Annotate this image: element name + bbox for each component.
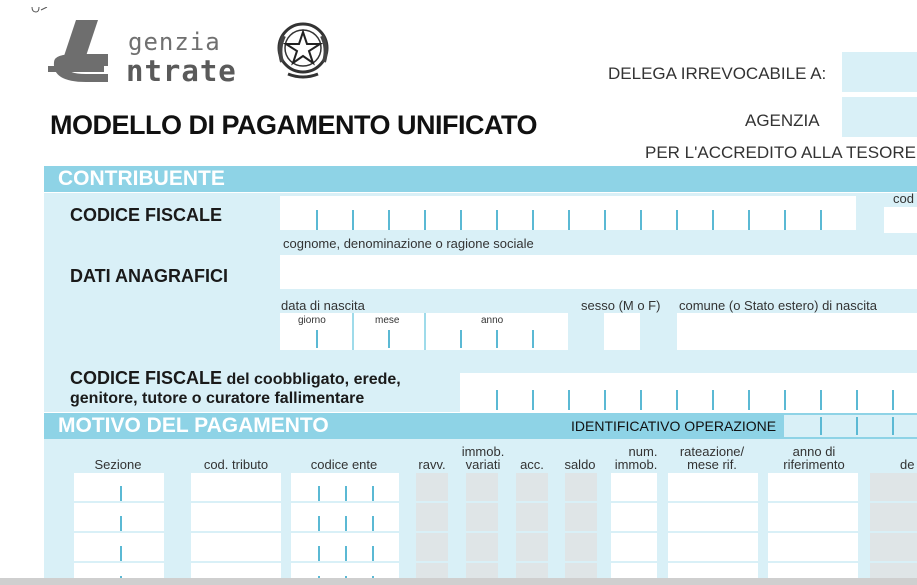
coobbligato-separator xyxy=(604,390,606,410)
col-num-immob-1: num. xyxy=(628,444,658,459)
identificativo-separator xyxy=(892,417,894,435)
sezione-cell[interactable] xyxy=(74,503,164,531)
anno-label: anno xyxy=(481,315,504,326)
col-codice-ente: codice ente xyxy=(310,457,378,472)
identificativo-separator xyxy=(820,417,822,435)
col-anno-2: riferimento xyxy=(783,457,845,472)
delega-input[interactable] xyxy=(842,52,917,92)
rateazione-cell[interactable] xyxy=(668,563,758,578)
acc-cell[interactable] xyxy=(516,503,548,531)
col-anno-riferimento xyxy=(770,445,858,471)
codice-fiscale-label: CODICE FISCALE xyxy=(70,205,223,225)
agenzia-entrate-logo xyxy=(46,16,276,86)
cod-tributo-cell[interactable] xyxy=(191,473,281,501)
grid-separator xyxy=(120,516,122,531)
immob-variati-cell[interactable] xyxy=(466,503,498,531)
immob-variati-cell[interactable] xyxy=(466,473,498,501)
col-immob-variati xyxy=(458,445,508,471)
coobbligato-codice-fiscale-input[interactable] xyxy=(460,373,917,412)
codice-fiscale-separator xyxy=(460,210,462,230)
mese-label: mese xyxy=(375,315,400,326)
coobbligato-separator xyxy=(568,390,570,410)
codice-fiscale-separator xyxy=(748,210,750,230)
col-saldo: saldo xyxy=(564,457,596,472)
codice-fiscale-separator xyxy=(568,210,570,230)
agenzia-label: AGENZIA xyxy=(745,111,820,130)
identificativo-label: IDENTIFICATIVO OPERAZIONE xyxy=(571,418,777,434)
cod-tributo-cell[interactable] xyxy=(191,563,281,578)
ravv-cell[interactable] xyxy=(416,503,448,531)
coobbligato-separator xyxy=(676,390,678,410)
delega-label: DELEGA IRREVOCABILE A: xyxy=(608,64,827,83)
coobbligato-separator xyxy=(784,390,786,410)
saldo-cell[interactable] xyxy=(565,503,597,531)
codice-fiscale-separator xyxy=(496,210,498,230)
cut-cell[interactable] xyxy=(870,473,917,501)
codice-fiscale-separator xyxy=(388,210,390,230)
immob-variati-cell[interactable] xyxy=(466,533,498,561)
saldo-cell[interactable] xyxy=(565,533,597,561)
num-immob-cell[interactable] xyxy=(611,533,657,561)
grid-separator xyxy=(318,516,320,531)
motivo-header: MOTIVO DEL PAGAMENTO xyxy=(44,413,917,439)
agenzia-input[interactable] xyxy=(842,97,917,137)
codice-fiscale-separator xyxy=(532,210,534,230)
coobbligato-line2: genitore, tutore o curatore fallimentare xyxy=(70,390,365,407)
col-immob-variati-2: variati xyxy=(465,457,501,472)
col-num-immob xyxy=(608,445,664,471)
rateazione-cell[interactable] xyxy=(668,533,758,561)
saldo-cell[interactable] xyxy=(565,473,597,501)
anno-riferimento-cell[interactable] xyxy=(768,533,858,561)
cut-cell[interactable] xyxy=(870,533,917,561)
grid-separator xyxy=(345,486,347,501)
ravv-cell[interactable] xyxy=(416,563,448,578)
sezione-cell[interactable] xyxy=(74,533,164,561)
coobbligato-separator xyxy=(640,390,642,410)
coobbligato-separator xyxy=(532,390,534,410)
col-rateazione-2: mese rif. xyxy=(687,457,737,472)
num-immob-cell[interactable] xyxy=(611,503,657,531)
data-nascita-label: data di nascita xyxy=(281,298,365,313)
data-nascita-separator xyxy=(532,330,534,348)
anno-riferimento-cell[interactable] xyxy=(768,503,858,531)
bottom-scroll-band[interactable] xyxy=(0,578,917,585)
col-sezione: Sezione xyxy=(94,457,142,472)
ravv-cell[interactable] xyxy=(416,533,448,561)
coobbligato-label xyxy=(70,369,401,408)
col-ravv: ravv. xyxy=(418,457,446,472)
cut-cell[interactable] xyxy=(870,563,917,578)
identificativo-separator xyxy=(856,417,858,435)
comune-label: comune (o Stato estero) di nascita xyxy=(679,298,877,313)
sesso-label: sesso (M o F) xyxy=(581,298,661,313)
grid-separator xyxy=(318,546,320,561)
ravv-cell[interactable] xyxy=(416,473,448,501)
sezione-cell[interactable] xyxy=(74,563,164,578)
codice-fiscale-separator xyxy=(784,210,786,230)
acc-cell[interactable] xyxy=(516,473,548,501)
codice-fiscale-separator xyxy=(316,210,318,230)
sezione-cell[interactable] xyxy=(74,473,164,501)
acc-cell[interactable] xyxy=(516,563,548,578)
coobbligato-separator xyxy=(496,390,498,410)
cod-tributo-cell[interactable] xyxy=(191,533,281,561)
codice-fiscale-separator xyxy=(424,210,426,230)
immob-variati-cell[interactable] xyxy=(466,563,498,578)
sesso-input[interactable] xyxy=(604,313,640,350)
cognome-input[interactable] xyxy=(280,255,917,289)
num-immob-cell[interactable] xyxy=(611,563,657,578)
codice-fiscale-separator xyxy=(640,210,642,230)
comune-input[interactable] xyxy=(677,313,917,350)
cognome-label: cognome, denominazione o ragione sociale xyxy=(283,236,534,251)
grid-separator xyxy=(372,486,374,501)
col-acc: acc. xyxy=(520,457,544,472)
data-nascita-separator xyxy=(316,330,318,348)
grid-separator xyxy=(345,516,347,531)
data-nascita-separator xyxy=(388,330,390,348)
coobbligato-rest: del coobbligato, erede, xyxy=(222,371,401,388)
col-rateazione-1: rateazione/ xyxy=(679,444,745,459)
data-nascita-separator xyxy=(496,330,498,348)
coobbligato-separator xyxy=(712,390,714,410)
codice-fiscale-separator xyxy=(712,210,714,230)
logo-mark-icon xyxy=(46,16,136,86)
grid-separator xyxy=(120,546,122,561)
data-nascita-separator xyxy=(460,330,462,348)
giorno-label: giorno xyxy=(298,315,326,326)
grid-separator xyxy=(345,546,347,561)
col-num-immob-2: immob. xyxy=(614,457,658,472)
acc-cell[interactable] xyxy=(516,533,548,561)
col-rateazione xyxy=(668,445,756,471)
col-cut: de xyxy=(900,457,915,472)
coobbligato-bold: CODICE FISCALE xyxy=(70,368,223,388)
logo-text-line2: ntrate xyxy=(126,54,237,88)
cod-cut-label: cod xyxy=(893,191,914,206)
accredito-label: PER L'ACCREDITO ALLA TESORE xyxy=(645,143,916,162)
col-cod-tributo: cod. tributo xyxy=(203,457,269,472)
codice-fiscale-separator xyxy=(352,210,354,230)
codice-fiscale-separator xyxy=(676,210,678,230)
codice-fiscale-separator xyxy=(820,210,822,230)
form-title: MODELLO DI PAGAMENTO UNIFICATO xyxy=(50,110,537,140)
grid-separator xyxy=(120,486,122,501)
corner-clip-icon xyxy=(30,0,48,6)
codice-fiscale-separator xyxy=(604,210,606,230)
grid-separator xyxy=(372,546,374,561)
anno-riferimento-cell[interactable] xyxy=(768,473,858,501)
col-anno-1: anno di xyxy=(792,444,836,459)
italian-republic-emblem-icon xyxy=(274,18,332,82)
grid-separator xyxy=(372,516,374,531)
cod-cut-input[interactable] xyxy=(884,207,917,233)
identificativo-input[interactable] xyxy=(784,415,917,437)
saldo-cell[interactable] xyxy=(565,563,597,578)
coobbligato-separator xyxy=(748,390,750,410)
logo-text-line1: genzia xyxy=(128,28,221,56)
num-immob-cell[interactable] xyxy=(611,473,657,501)
col-immob-variati-1: immob. xyxy=(461,444,505,459)
coobbligato-separator xyxy=(820,390,822,410)
coobbligato-separator xyxy=(856,390,858,410)
anno-riferimento-cell[interactable] xyxy=(768,563,858,578)
coobbligato-separator xyxy=(892,390,894,410)
cut-cell[interactable] xyxy=(870,503,917,531)
grid-separator xyxy=(318,486,320,501)
dati-anagrafici-label: DATI ANAGRAFICI xyxy=(70,266,228,286)
cod-tributo-cell[interactable] xyxy=(191,503,281,531)
contribuente-header: CONTRIBUENTE xyxy=(44,166,917,192)
rateazione-cell[interactable] xyxy=(668,473,758,501)
rateazione-cell[interactable] xyxy=(668,503,758,531)
